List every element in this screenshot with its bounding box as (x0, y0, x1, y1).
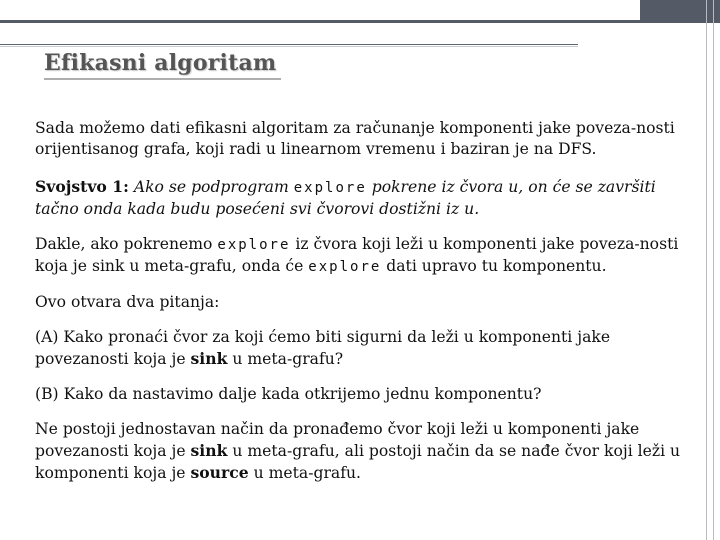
term-sink: sink (190, 349, 228, 368)
property-text-b: pokrene iz čvora u, on će se završiti tačno onda kada budu posećeni svi čvorovi dostižni iz u. (35, 178, 656, 218)
title-underline (44, 78, 281, 80)
paragraph-property (35, 176, 699, 220)
top-decor-bar (0, 0, 720, 22)
code-explore: explore (293, 180, 367, 196)
term-source: source (190, 463, 249, 482)
decor-vertical-line (713, 0, 714, 540)
paragraph-intro: Sada možemo dati efikasni algoritam za računanje komponenti jake poveza-nosti orijentisanog grafa, koji radi u linearnom vremenu i baziran je na DFS. (35, 119, 675, 158)
decor-vertical-line (706, 0, 707, 540)
rule-line-shadow (0, 46, 578, 47)
decor-block (640, 0, 720, 23)
rule-line (0, 44, 578, 45)
slide-content (35, 118, 699, 498)
page-title: Efikasni algoritam (44, 50, 277, 76)
paragraph-question-a (35, 327, 699, 370)
paragraph-questions: Ovo otvara dva pitanja: (35, 293, 220, 311)
code-explore: explore (308, 259, 382, 275)
sink-text-c: dati upravo tu komponentu. (386, 257, 607, 275)
paragraph-conclusion (35, 419, 699, 484)
question-a-text-a: (A) Kako pronaći čvor za koji ćemo biti sigurni da leži u komponenti jake povezanosti koja je (35, 328, 611, 368)
term-sink: sink (190, 441, 228, 460)
title-rule (0, 40, 590, 50)
decor-band (0, 20, 720, 23)
code-explore: explore (217, 237, 291, 253)
conclusion-text-c: u meta-grafu. (253, 464, 361, 482)
property-label: Svojstvo 1: (35, 177, 129, 196)
sink-text-b: iz čvora koji leži u komponenti jake poveza-nosti koja je sink u meta-grafu, onda će (35, 235, 679, 275)
conclusion-text-b: u meta-grafu, ali postoji način da se nađe čvor koji leži u komponenti koja je (35, 442, 681, 482)
paragraph-question-b: (B) Kako da nastavimo dalje kada otkrijemo jednu komponentu? (35, 385, 542, 403)
conclusion-text-a: Ne postoji jednostavan način da pronađemo čvor koji leži u komponenti jake povezanosti koja je (35, 420, 640, 460)
paragraph-sink (35, 234, 699, 278)
property-text-a: Ako se podprogram (133, 178, 289, 196)
question-a-text-b: u meta-grafu? (232, 350, 344, 368)
sink-text-a: Dakle, ako pokrenemo (35, 235, 213, 253)
